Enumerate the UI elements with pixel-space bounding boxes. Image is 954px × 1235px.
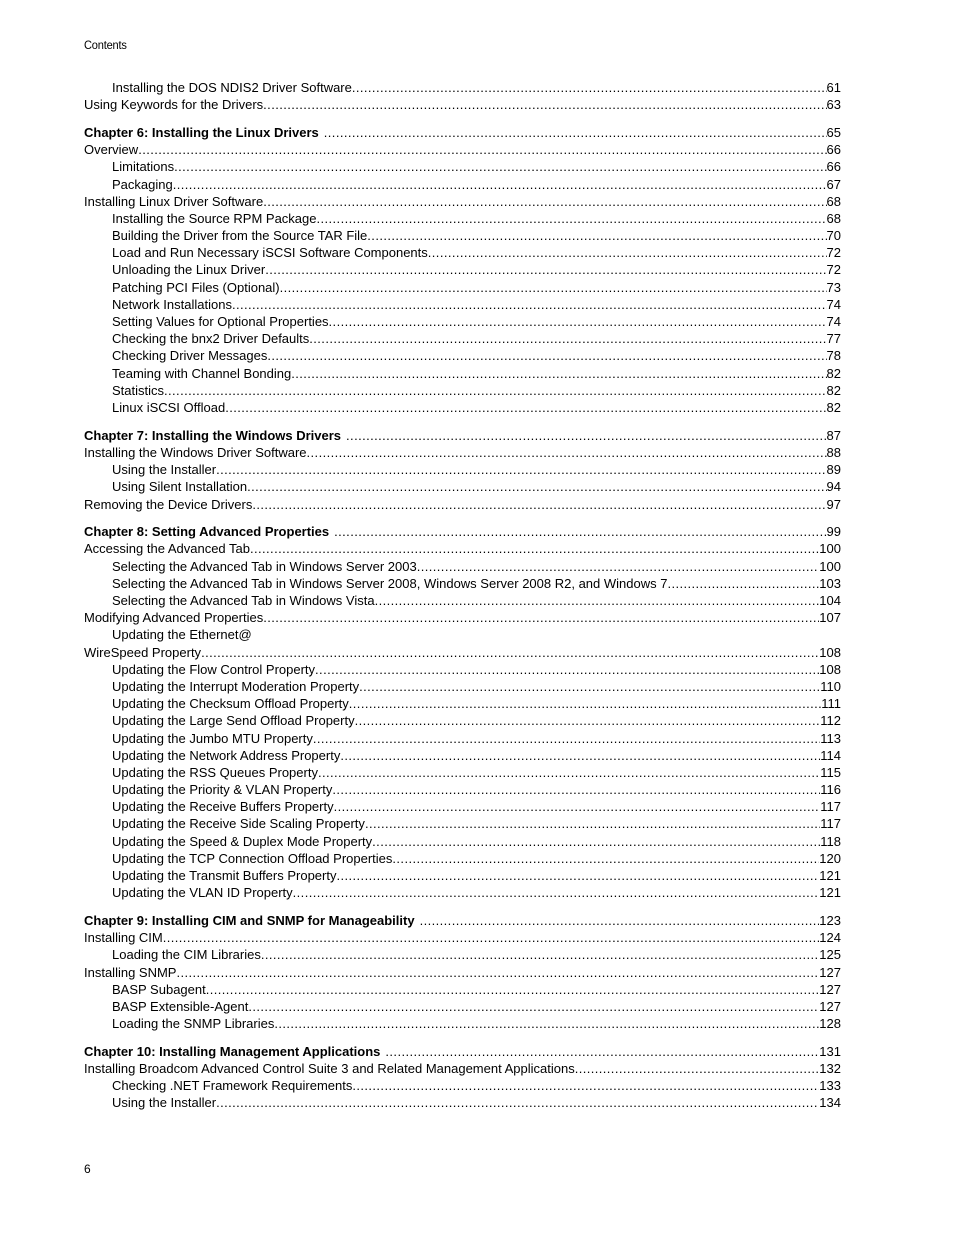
- toc-entry-title: Updating the Receive Side Scaling Property: [112, 816, 365, 832]
- dot-leader: [250, 540, 819, 557]
- toc-entry[interactable]: [84, 1015, 841, 1032]
- toc-entry-page: 125: [819, 947, 841, 963]
- dot-leader: [267, 347, 826, 364]
- dot-leader: [372, 833, 820, 850]
- toc-entry-page: 108: [819, 661, 841, 677]
- dot-leader: [163, 929, 820, 946]
- toc-entry-page: 103: [819, 575, 841, 591]
- dot-leader: [329, 313, 827, 330]
- toc-entry[interactable]: [84, 798, 841, 815]
- dot-leader: [164, 382, 827, 399]
- dot-leader: [138, 141, 826, 158]
- toc-entry-page: 133: [819, 1078, 841, 1094]
- dot-leader: [307, 444, 827, 461]
- dot-leader: [367, 227, 826, 244]
- toc-entry-page: 72: [826, 245, 841, 261]
- toc-entry-title: Removing the Device Drivers: [84, 496, 253, 512]
- dot-leader: [340, 747, 820, 764]
- dot-leader: [334, 798, 821, 815]
- toc-entry[interactable]: [84, 884, 841, 901]
- toc-entry-page: 68: [826, 210, 841, 226]
- toc-entry-page: 82: [826, 399, 841, 415]
- toc-entry-page: 100: [819, 541, 841, 557]
- toc-entry-title: WireSpeed Property: [84, 644, 202, 660]
- toc-entry-title: Installing CIM: [84, 930, 163, 946]
- toc-entry[interactable]: [84, 496, 841, 513]
- toc-entry-title: Loading the SNMP Libraries: [112, 1016, 275, 1032]
- toc-entry[interactable]: [84, 399, 841, 416]
- dot-leader: [263, 193, 826, 210]
- toc-entry-title: Using Keywords for the Drivers: [84, 97, 264, 113]
- dot-leader: [359, 678, 820, 695]
- toc-entry-title: Chapter 7: Installing the Windows Drivers: [84, 427, 342, 443]
- dot-leader: [375, 592, 820, 609]
- toc-entry-title: Updating the Network Address Property: [112, 747, 341, 763]
- toc-entry-title: Load and Run Necessary iSCSI Software Components: [112, 245, 428, 261]
- dot-leader: [174, 158, 826, 175]
- toc-entry-title: Linux iSCSI Offload: [112, 399, 226, 415]
- dot-leader: [317, 210, 827, 227]
- toc-entry-page: 74: [826, 296, 841, 312]
- toc-entry[interactable]: [84, 929, 841, 946]
- dot-leader: [575, 1060, 820, 1077]
- toc-entry[interactable]: [84, 695, 841, 712]
- dot-leader: [315, 661, 819, 678]
- toc-entry[interactable]: [84, 998, 841, 1015]
- toc-entry[interactable]: [84, 678, 841, 695]
- dot-leader: [420, 912, 820, 929]
- toc-entry[interactable]: [84, 946, 841, 963]
- toc-entry-title: Selecting the Advanced Tab in Windows Server 2003: [112, 558, 417, 574]
- toc-entry-page: 78: [826, 348, 841, 364]
- toc-entry[interactable]: [84, 815, 841, 832]
- toc-entry-page: 108: [819, 644, 841, 660]
- toc-entry-page: 66: [826, 159, 841, 175]
- dot-leader: [428, 244, 827, 261]
- toc-entry-title: Chapter 6: Installing the Linux Drivers: [84, 124, 319, 140]
- toc-entry[interactable]: [84, 347, 841, 364]
- toc-entry-title: Installing Broadcom Advanced Control Suite 3 and Related Management Applications: [84, 1061, 575, 1077]
- dot-leader: [324, 124, 827, 141]
- toc-entry-title: Overview: [84, 142, 139, 158]
- toc-entry[interactable]: [84, 210, 841, 227]
- running-header: Contents: [84, 38, 127, 52]
- dot-leader: [252, 496, 826, 513]
- dot-leader: [336, 867, 819, 884]
- toc-entry-page: 111: [821, 696, 841, 712]
- toc-entry-page: 94: [826, 479, 841, 495]
- toc-entry-page: 120: [819, 850, 841, 866]
- toc-entry-title: Updating the Speed & Duplex Mode Property: [112, 833, 373, 849]
- toc-entry[interactable]: [84, 592, 841, 609]
- toc-entry-page: 68: [826, 193, 841, 209]
- dot-leader: [247, 478, 826, 495]
- toc-entry[interactable]: [84, 478, 841, 495]
- toc-entry-title: Updating the Transmit Buffers Property: [112, 868, 337, 884]
- toc-entry-page: 72: [826, 262, 841, 278]
- toc-entry-title: Updating the Flow Control Property: [112, 661, 316, 677]
- toc-entry[interactable]: [84, 1060, 841, 1077]
- toc-entry[interactable]: [84, 330, 841, 347]
- toc-entry[interactable]: [84, 964, 841, 981]
- table-of-contents: [84, 79, 841, 1112]
- toc-entry-title: Packaging: [112, 176, 173, 192]
- toc-entry[interactable]: [84, 747, 841, 764]
- toc-entry-title: Selecting the Advanced Tab in Windows Server 2008, Windows Server 2008 R2, and Windows 7: [112, 575, 668, 591]
- toc-entry-page: 117: [820, 799, 841, 815]
- toc-entry-title: Updating the RSS Queues Property: [112, 764, 318, 780]
- toc-entry-title: Selecting the Advanced Tab in Windows Vista: [112, 593, 375, 609]
- toc-entry-title: Chapter 8: Setting Advanced Properties: [84, 524, 330, 540]
- toc-chapter-entry[interactable]: [84, 427, 841, 444]
- toc-entry-page: 107: [819, 610, 841, 626]
- toc-entry-page: 100: [819, 558, 841, 574]
- toc-entry-title: BASP Subagent: [112, 981, 206, 997]
- toc-entry-page: 127: [819, 964, 841, 980]
- dot-leader: [349, 695, 821, 712]
- dot-leader: [309, 330, 826, 347]
- toc-chapter-entry[interactable]: [84, 912, 841, 929]
- toc-entry-page: 74: [826, 314, 841, 330]
- toc-entry[interactable]: [84, 382, 841, 399]
- dot-leader: [225, 399, 826, 416]
- dot-leader: [232, 296, 827, 313]
- dot-leader: [280, 279, 827, 296]
- toc-entry-page: 124: [819, 930, 841, 946]
- toc-entry-page: 67: [826, 176, 841, 192]
- toc-entry-title: Updating the Priority & VLAN Property: [112, 782, 333, 798]
- toc-entry[interactable]: [84, 558, 841, 575]
- toc-entry-title: Updating the Interrupt Moderation Property: [112, 678, 360, 694]
- toc-entry-title: Unloading the Linux Driver: [112, 262, 266, 278]
- toc-entry-page: 112: [820, 713, 841, 729]
- toc-entry[interactable]: [84, 850, 841, 867]
- dot-leader: [385, 1043, 819, 1060]
- toc-entry-page: 73: [826, 279, 841, 295]
- dot-leader: [261, 946, 819, 963]
- dot-leader: [313, 730, 820, 747]
- toc-entry[interactable]: [84, 981, 841, 998]
- toc-entry-page: 134: [819, 1095, 841, 1111]
- toc-entry[interactable]: [84, 279, 841, 296]
- toc-entry-title: Updating the Ethernet@: [112, 627, 252, 643]
- dot-leader: [667, 575, 819, 592]
- toc-entry[interactable]: [84, 96, 841, 113]
- toc-entry-page: 82: [826, 365, 841, 381]
- toc-entry-page: 121: [819, 885, 841, 901]
- toc-entry[interactable]: [84, 1077, 841, 1094]
- toc-entry[interactable]: [84, 244, 841, 261]
- toc-entry[interactable]: [84, 609, 841, 626]
- toc-entry-page: 110: [820, 678, 841, 694]
- dot-leader: [216, 1094, 819, 1111]
- dot-leader: [392, 850, 819, 867]
- page-number: 6: [84, 1162, 91, 1176]
- toc-entry[interactable]: [84, 313, 841, 330]
- toc-entry-title: Installing Linux Driver Software: [84, 193, 264, 209]
- toc-entry-title: Network Installations: [112, 296, 232, 312]
- dot-leader: [263, 96, 826, 113]
- toc-entry[interactable]: [84, 461, 841, 478]
- dot-leader: [263, 609, 819, 626]
- toc-entry-page: 97: [826, 496, 841, 512]
- toc-entry[interactable]: [84, 158, 841, 175]
- toc-entry-title: Installing the Windows Driver Software: [84, 444, 307, 460]
- toc-entry-title: Accessing the Advanced Tab: [84, 541, 250, 557]
- toc-chapter-entry[interactable]: [84, 1043, 841, 1060]
- toc-entry[interactable]: [84, 730, 841, 747]
- toc-entry[interactable]: [84, 644, 841, 661]
- toc-entry[interactable]: [84, 540, 841, 557]
- dot-leader: [216, 461, 826, 478]
- dot-leader: [248, 998, 819, 1015]
- toc-entry-page: 116: [820, 782, 841, 798]
- toc-entry-page: 82: [826, 382, 841, 398]
- toc-entry-page: 66: [826, 142, 841, 158]
- toc-entry[interactable]: [84, 296, 841, 313]
- dot-leader: [201, 644, 819, 661]
- toc-entry-title: Updating the Large Send Offload Property: [112, 713, 355, 729]
- toc-entry[interactable]: [84, 227, 841, 244]
- dot-leader: [346, 427, 826, 444]
- dot-leader: [173, 176, 827, 193]
- toc-entry-page: 132: [819, 1061, 841, 1077]
- toc-entry-page: 104: [819, 593, 841, 609]
- toc-entry-page: 65: [826, 124, 841, 140]
- toc-entry-title: Installing the DOS NDIS2 Driver Software: [112, 80, 352, 95]
- toc-entry-title: Checking the bnx2 Driver Defaults: [112, 331, 310, 347]
- toc-entry-title: Using Silent Installation: [112, 479, 248, 495]
- toc-entry[interactable]: [84, 764, 841, 781]
- toc-entry[interactable]: [84, 141, 841, 158]
- toc-entry-title: Checking .NET Framework Requirements: [112, 1078, 353, 1094]
- toc-entry-title: Updating the Receive Buffers Property: [112, 799, 334, 815]
- toc-entry-title: BASP Extensible-Agent: [112, 998, 249, 1014]
- toc-entry[interactable]: [84, 193, 841, 210]
- toc-entry[interactable]: [84, 661, 841, 678]
- toc-entry-page: 88: [826, 444, 841, 460]
- toc-chapter-entry[interactable]: [84, 124, 841, 141]
- toc-entry-title: Using the Installer: [112, 462, 217, 478]
- toc-entry-title: Installing the Source RPM Package: [112, 210, 317, 226]
- toc-entry-title: Chapter 9: Installing CIM and SNMP for Manageability: [84, 913, 415, 928]
- toc-entry-title: Updating the VLAN ID Property: [112, 885, 293, 901]
- toc-entry-page: 131: [819, 1043, 841, 1059]
- toc-entry-page: 114: [820, 747, 841, 763]
- toc-entry-page: 63: [826, 97, 841, 113]
- toc-entry-title: Patching PCI Files (Optional): [112, 279, 280, 295]
- toc-entry-page: 123: [819, 913, 841, 928]
- toc-entry-title: Loading the CIM Libraries: [112, 947, 261, 963]
- toc-entry-title: Building the Driver from the Source TAR File: [112, 228, 368, 244]
- toc-entry[interactable]: [84, 575, 841, 592]
- dot-leader: [206, 981, 820, 998]
- dot-leader: [176, 964, 819, 981]
- toc-entry[interactable]: [84, 626, 841, 643]
- toc-entry-title: Updating the TCP Connection Offload Properties: [112, 850, 393, 866]
- toc-entry-page: 113: [820, 730, 841, 746]
- toc-entry[interactable]: [84, 867, 841, 884]
- toc-entry-page: 61: [826, 80, 841, 95]
- dot-leader: [355, 712, 821, 729]
- toc-entry-title: Updating the Jumbo MTU Property: [112, 730, 313, 746]
- toc-entry[interactable]: [84, 781, 841, 798]
- dot-leader: [293, 884, 820, 901]
- toc-entry-title: Statistics: [112, 382, 165, 398]
- toc-entry[interactable]: [84, 833, 841, 850]
- dot-leader: [365, 815, 820, 832]
- toc-entry-page: 127: [819, 981, 841, 997]
- dot-leader: [332, 781, 820, 798]
- toc-entry[interactable]: [84, 712, 841, 729]
- toc-entry-page: 117: [820, 816, 841, 832]
- dot-leader: [291, 365, 826, 382]
- toc-entry-title: Teaming with Channel Bonding: [112, 365, 292, 381]
- toc-entry-title: Setting Values for Optional Properties: [112, 314, 329, 330]
- toc-entry[interactable]: [84, 79, 841, 96]
- dot-leader: [318, 764, 820, 781]
- toc-entry-page: 128: [819, 1016, 841, 1032]
- toc-entry-title: Using the Installer: [112, 1095, 217, 1111]
- dot-leader: [274, 1015, 819, 1032]
- toc-entry-page: 115: [820, 764, 841, 780]
- toc-entry[interactable]: [84, 176, 841, 193]
- toc-entry-title: Chapter 10: Installing Management Applications: [84, 1043, 381, 1059]
- toc-entry[interactable]: [84, 261, 841, 278]
- toc-entry-page: 87: [826, 427, 841, 443]
- toc-entry-page: 70: [826, 228, 841, 244]
- toc-entry[interactable]: [84, 444, 841, 461]
- toc-entry-page: 89: [826, 462, 841, 478]
- toc-entry-title: Installing SNMP: [84, 964, 177, 980]
- toc-entry-title: Modifying Advanced Properties: [84, 610, 264, 626]
- toc-entry-title: Checking Driver Messages: [112, 348, 268, 364]
- dot-leader: [334, 523, 826, 540]
- dot-leader: [352, 1077, 819, 1094]
- toc-entry[interactable]: [84, 1094, 841, 1111]
- toc-entry-page: 77: [826, 331, 841, 347]
- toc-entry-title: Limitations: [112, 159, 175, 175]
- dot-leader: [352, 79, 827, 96]
- dot-leader: [417, 558, 820, 575]
- toc-entry-page: 127: [819, 998, 841, 1014]
- toc-entry-page: 99: [826, 524, 841, 540]
- toc-entry[interactable]: [84, 365, 841, 382]
- dot-leader: [265, 261, 826, 278]
- toc-entry-page: 121: [819, 868, 841, 884]
- toc-chapter-entry[interactable]: [84, 523, 841, 540]
- toc-entry-page: 118: [820, 833, 841, 849]
- toc-entry-title: Updating the Checksum Offload Property: [112, 696, 349, 712]
